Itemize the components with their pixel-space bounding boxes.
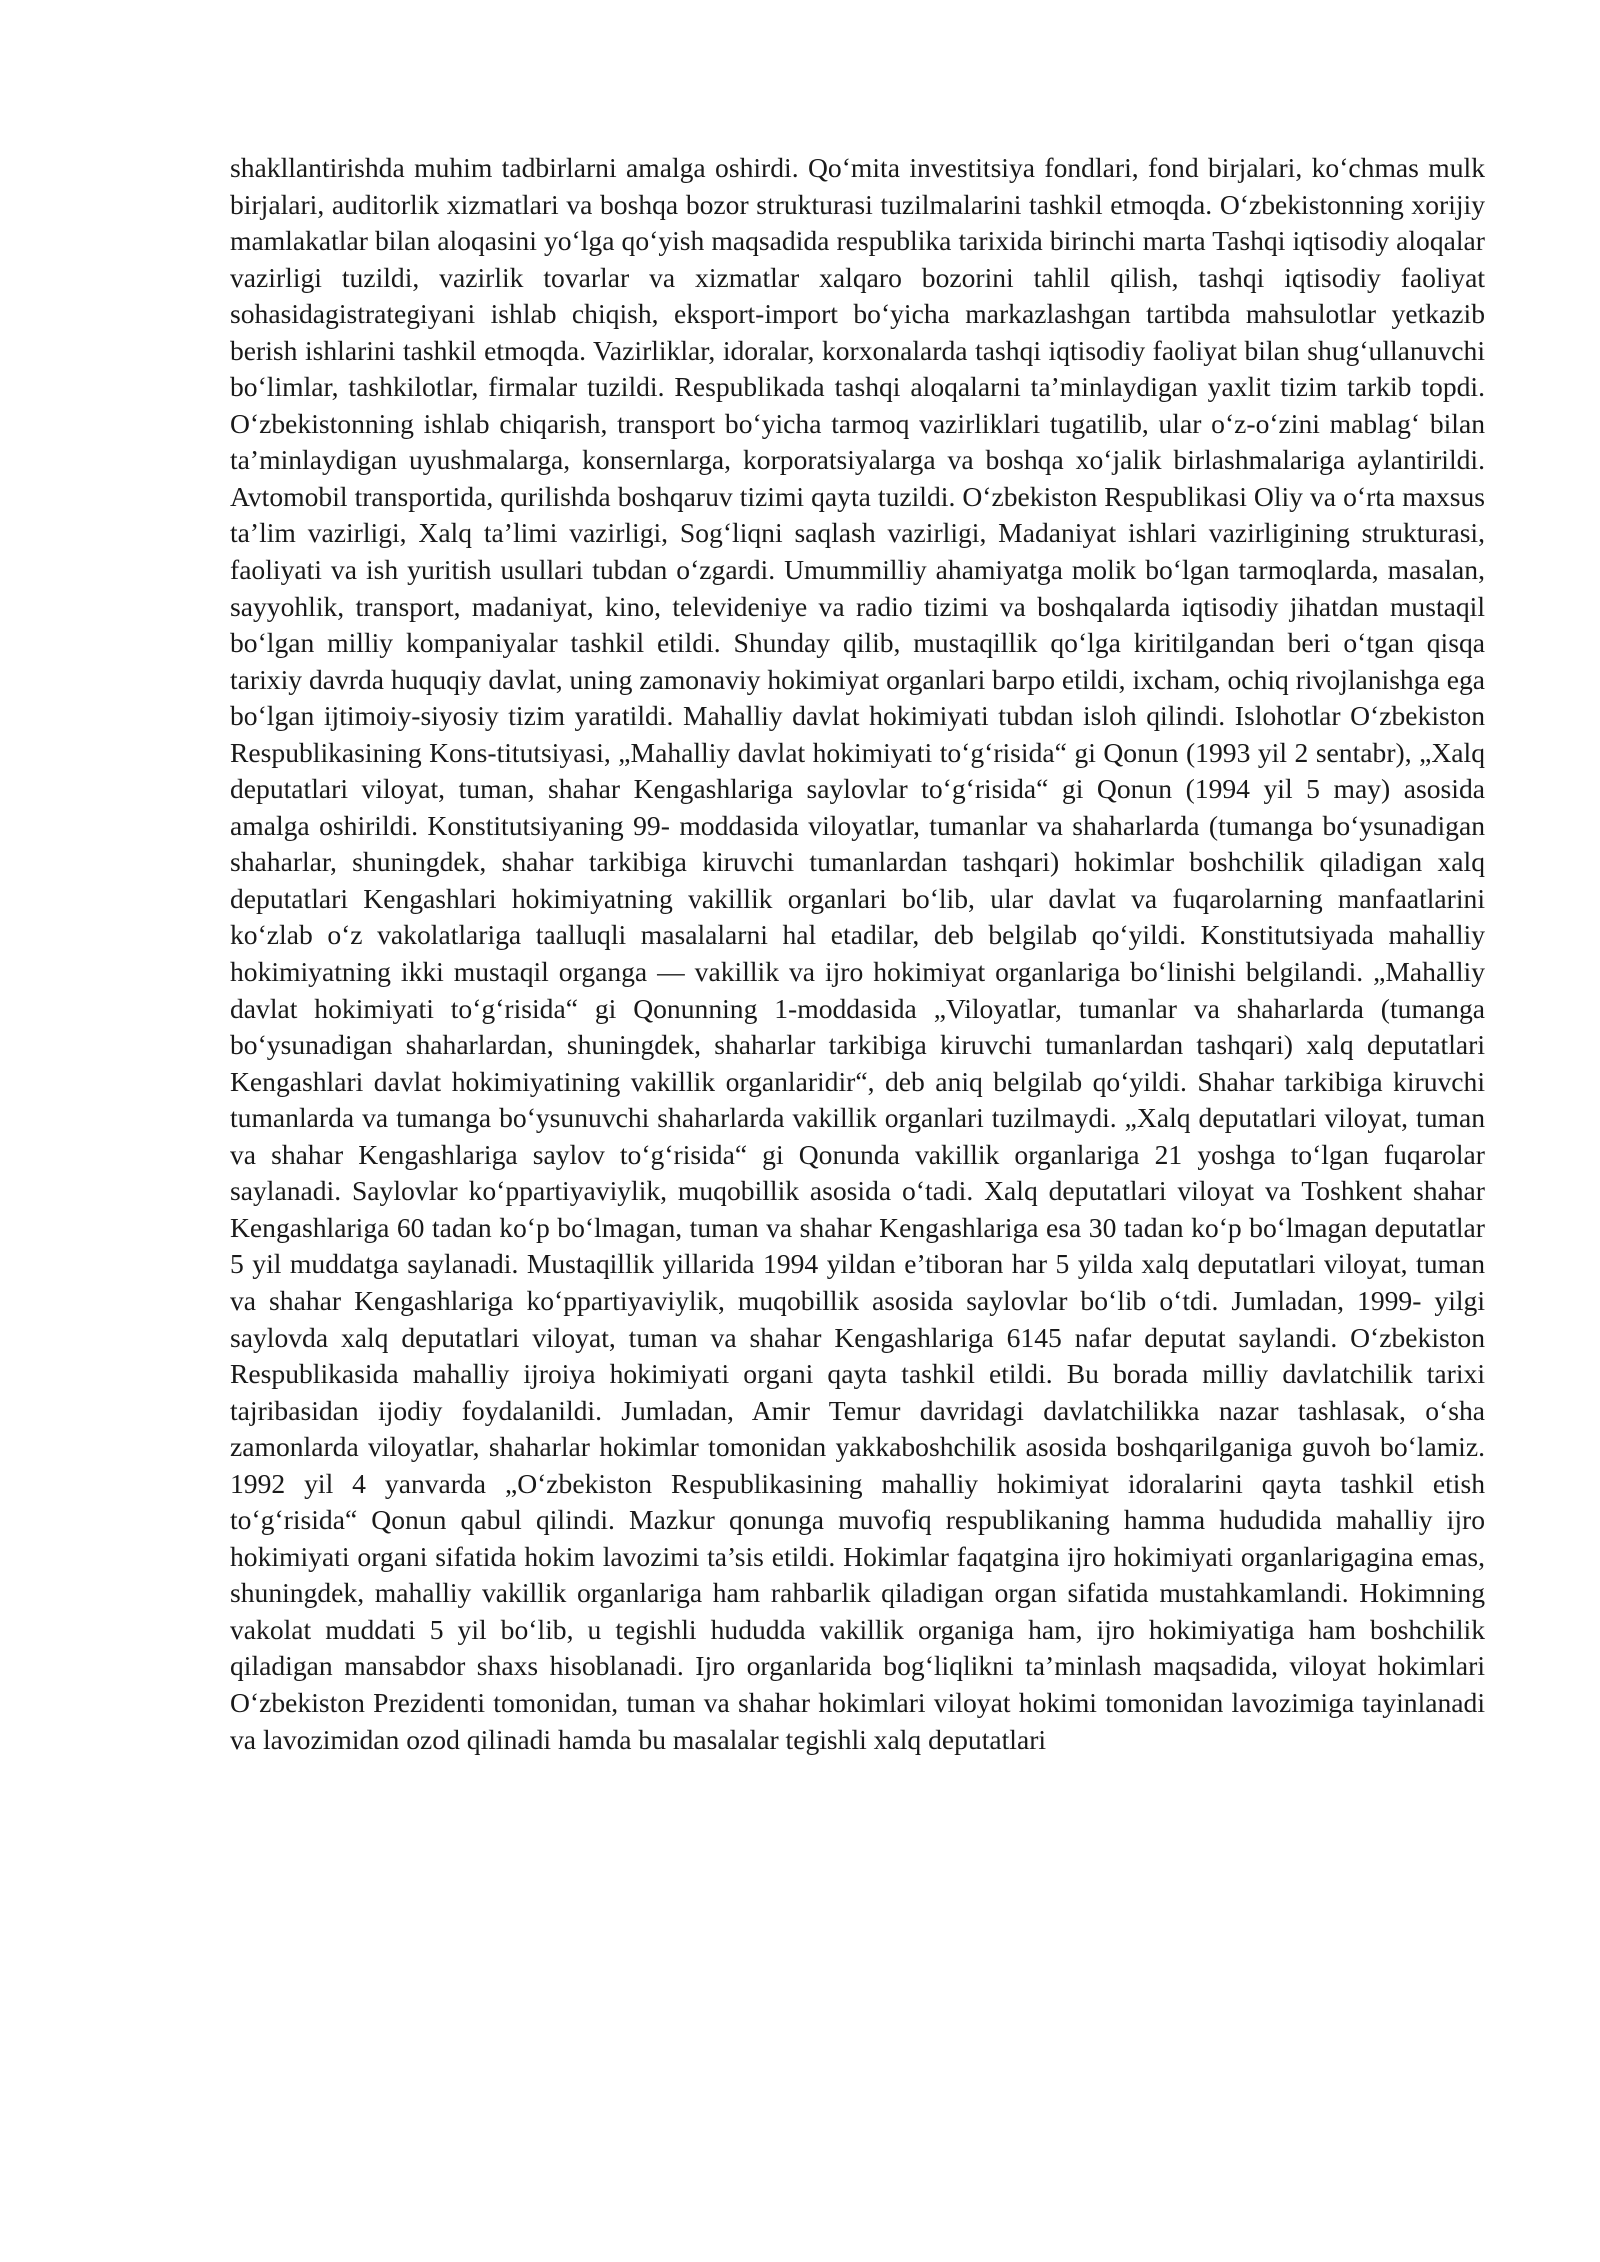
body-paragraph: shakllantirishda muhim tadbirlarni amalga oshirdi. Qo‘mita investitsiya fondlari, fond birjalari, ko‘chmas mulk birjalari, auditorlik xizmatlari va boshqa bozor strukturasi tuzilmalarini tashkil etmoqda. O‘zbekistonning xorijiy mamlakatlar bilan aloqasini yo‘lga qo‘yish maqsadida respublika tarixida birinchi marta Tashqi iqtisodiy aloqalar vazirligi tuzildi, vazirlik tovarlar va xizmatlar xalqaro bozorini tahlil qilish, tashqi iqtisodiy faoliyat sohasidagistrategiyani ishlab chiqish, eksport-import bo‘yicha markazlashgan tartibda mahsulotlar yetkazib berish ishlarini tashkil etmoqda. Vazirliklar, idoralar, korxonalarda tashqi iqtisodiy faoliyat bilan shug‘ullanuvchi bo‘limlar, tashkilotlar, firmalar tuzildi. Respublikada tashqi aloqalarni ta’minlaydigan yaxlit tizim tarkib topdi. O‘zbekistonning ishlab chiqarish, transport bo‘yicha tarmoq vazirliklari tugatilib, ular o‘z-o‘zini mablag‘ bilan ta’minlaydigan uyushmalarga, konsernlarga, korporatsiyalarga va boshqa xo‘jalik birlashmalariga aylantirildi. Avtomobil transportida, qurilishda boshqaruv tizimi qayta tuzildi. O‘zbekiston Respublikasi Oliy va o‘rta maxsus ta’lim vazirligi, Xalq ta’limi vazirligi, Sog‘liqni saqlash vazirligi, Madaniyat ishlari vazirligining strukturasi, faoliyati va ish yuritish usullari tubdan o‘zgardi. Umummilliy ahamiyatga molik bo‘lgan tarmoqlarda, masalan, sayyohlik, transport, madaniyat, kino, televideniye va radio tizimi va boshqalarda iqtisodiy jihatdan mustaqil bo‘lgan milliy kompaniyalar tashkil etildi. Shunday qilib, mustaqillik qo‘lga kiritilgandan beri o‘tgan qisqa tarixiy davrda huquqiy davlat, uning zamonaviy hokimiyat organlari barpo etildi, ixcham, ochiq rivojlanishga ega bo‘lgan ijtimoiy-siyosiy tizim yaratildi. Mahalliy davlat hokimiyati tubdan isloh qilindi. Islohotlar O‘zbekiston Respublikasining Kons-titutsiyasi, „Mahalliy davlat hokimiyati to‘g‘risida“ gi Qonun (1993 yil 2 sentabr), „Xalq deputatlari viloyat, tuman, shahar Kengashlariga saylovlar to‘g‘risida“ gi Qonun (1994 yil 5 may) asosida amalga oshirildi. Konstitutsiyaning 99- moddasida viloyatlar, tumanlar va shaharlarda (tumanga bo‘ysunadigan shaharlar, shuningdek, shahar tarkibiga kiruvchi tumanlardan tashqari) hokimlar boshchilik qiladigan xalq deputatlari Kengashlari hokimiyatning vakillik organlari bo‘lib, ular davlat va fuqarolarning manfaatlarini ko‘zlab o‘z vakolatlariga taalluqli masalalarni hal etadilar, deb belgilab qo‘yildi. Konstitutsiyada mahalliy hokimiyatning ikki mustaqil organga — vakillik va ijro hokimiyat organlariga bo‘linishi belgilandi. „Mahalliy davlat hokimiyati to‘g‘risida“ gi Qonunning 1-moddasida „Viloyatlar, tumanlar va shaharlarda (tumanga bo‘ysunadigan shaharlardan, shuningdek, shaharlar tarkibiga kiruvchi tumanlardan tashqari) xalq deputatlari Kengashlari davlat hokimiyatining vakillik organlaridir“, deb aniq belgilab qo‘yildi. Shahar tarkibiga kiruvchi tumanlarda va tumanga bo‘ysunuvchi shaharlarda vakillik organlari tuzilmaydi. „Xalq deputatlari viloyat, tuman va shahar Kengashlariga saylov to‘g‘risida“ gi Qonunda vakillik organlariga 21 yoshga to‘lgan fuqarolar saylanadi. Saylovlar ko‘ppartiyaviylik, muqobillik asosida o‘tadi. Xalq deputatlari viloyat va Toshkent shahar Kengashlariga 60 tadan ko‘p bo‘lmagan, tuman va shahar Kengashlariga esa 30 tadan ko‘p bo‘lmagan deputatlar 5 yil muddatga saylanadi. Mustaqillik yillarida 1994 yildan e’tiboran har 5 yilda xalq deputatlari viloyat, tuman va shahar Kengashlariga ko‘ppartiyaviylik, muqobillik asosida saylovlar bo‘lib o‘tdi. Jumladan, 1999- yilgi saylovda xalq deputatlari viloyat, tuman va shahar Kengashlariga 6145 nafar deputat saylandi. O‘zbekiston Respublikasida mahalliy ijroiya hokimiyati organi qayta tashkil etildi. Bu borada milliy davlatchilik tarixi tajribasidan ijodiy foydalanildi. Jumladan, Amir Temur davridagi davlatchilikka nazar tashlasak, o‘sha zamonlarda viloyatlar, shaharlar hokimlar tomonidan yakkaboshchilik asosida boshqarilganiga guvoh bo‘lamiz. 1992 yil 4 yanvarda „O‘zbekiston Respublikasining mahalliy hokimiyat idoralarini qayta tashkil etish to‘g‘risida“ Qonun qabul qilindi. Mazkur qonunga muvofiq respublikaning hamma hududida mahalliy ijro hokimiyati organi sifatida hokim lavozimi ta’sis etildi. Hokimlar faqatgina ijro hokimiyati organlarigagina emas, shuningdek, mahalliy vakillik organlariga ham rahbarlik qiladigan organ sifatida mustahkamlandi. Hokimning vakolat muddati 5 yil bo‘lib, u tegishli hududda vakillik organiga ham, ijro hokimiyatiga ham boshchilik qiladigan mansabdor shaxs hisoblanadi. Ijro organlarida bog‘liqlikni ta’minlash maqsadida, viloyat hokimlari O‘zbekiston Prezidenti tomonidan, tuman va shahar hokimlari viloyat hokimi tomonidan lavozimiga tayinlanadi va lavozimidan ozod qilinadi hamda bu masalalar tegishli xalq deputatlari bbox=[230, 152, 1485, 1755]
